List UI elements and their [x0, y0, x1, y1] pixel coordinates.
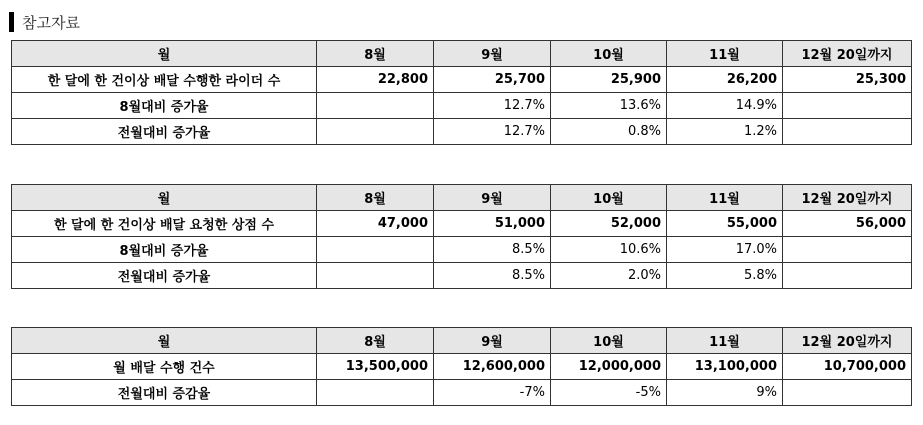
table-cell: 10,700,000 — [783, 354, 912, 380]
row-label: 한 달에 한 건이상 배달 수행한 라이더 수 — [12, 67, 317, 93]
table-row — [12, 93, 912, 119]
header-nov: 11월 — [667, 41, 783, 67]
header-month: 월 — [12, 328, 317, 354]
table-cell: 25,900 — [551, 67, 667, 93]
table-cell: 25,300 — [783, 67, 912, 93]
table-cell — [317, 237, 434, 263]
table-cell: 10.6% — [551, 237, 667, 263]
table-row — [12, 263, 912, 289]
table-cell: 47,000 — [317, 211, 434, 237]
table-cell: -5% — [551, 380, 667, 406]
table-cell: 25,700 — [434, 67, 551, 93]
table-cell: 2.0% — [551, 263, 667, 289]
table-cell — [783, 263, 912, 289]
header-aug: 8월 — [317, 328, 434, 354]
table-cell: 51,000 — [434, 211, 551, 237]
table-cell: 1.2% — [667, 119, 783, 145]
table-cell: 22,800 — [317, 67, 434, 93]
header-dec: 12월 20일까지 — [783, 41, 912, 67]
table-cell — [317, 380, 434, 406]
table-cell: 8.5% — [434, 263, 551, 289]
table-cell: 13,500,000 — [317, 354, 434, 380]
table-cell: 5.8% — [667, 263, 783, 289]
row-label: 8월대비 증가율 — [12, 93, 317, 119]
table-header-row — [12, 185, 912, 211]
header-month: 월 — [12, 185, 317, 211]
table-cell — [317, 119, 434, 145]
table-cell: 17.0% — [667, 237, 783, 263]
table-cell: 9% — [667, 380, 783, 406]
table-cell: 13,100,000 — [667, 354, 783, 380]
table-cell: -7% — [434, 380, 551, 406]
table-cell: 14.9% — [667, 93, 783, 119]
table-cell: 12.7% — [434, 119, 551, 145]
table-row — [12, 67, 912, 93]
header-sep: 9월 — [434, 328, 551, 354]
header-aug: 8월 — [317, 185, 434, 211]
row-label: 전월대비 증가율 — [12, 119, 317, 145]
section-title: 참고자료 — [22, 13, 80, 32]
table-row — [12, 354, 912, 380]
header-month: 월 — [12, 41, 317, 67]
table-cell: 56,000 — [783, 211, 912, 237]
header-aug: 8월 — [317, 41, 434, 67]
title-marker — [9, 12, 14, 32]
row-label: 월 배달 수행 건수 — [12, 354, 317, 380]
header-sep: 9월 — [434, 185, 551, 211]
table-cell: 0.8% — [551, 119, 667, 145]
header-dec: 12월 20일까지 — [783, 185, 912, 211]
stores-table — [11, 184, 912, 289]
row-label: 8월대비 증가율 — [12, 237, 317, 263]
table-cell: 12.7% — [434, 93, 551, 119]
row-label: 한 달에 한 건이상 배달 요청한 상점 수 — [12, 211, 317, 237]
table-cell: 52,000 — [551, 211, 667, 237]
table-cell: 12,600,000 — [434, 354, 551, 380]
table-header-row — [12, 41, 912, 67]
table-header-row — [12, 328, 912, 354]
deliveries-table — [11, 327, 912, 406]
riders-table — [11, 40, 912, 145]
header-nov: 11월 — [667, 328, 783, 354]
table-cell — [783, 119, 912, 145]
table-cell — [783, 93, 912, 119]
row-label: 전월대비 증감율 — [12, 380, 317, 406]
table-row — [12, 119, 912, 145]
header-nov: 11월 — [667, 185, 783, 211]
row-label: 전월대비 증가율 — [12, 263, 317, 289]
header-oct: 10월 — [551, 41, 667, 67]
table-cell — [317, 263, 434, 289]
table-cell: 12,000,000 — [551, 354, 667, 380]
header-oct: 10월 — [551, 328, 667, 354]
header-sep: 9월 — [434, 41, 551, 67]
table-cell: 55,000 — [667, 211, 783, 237]
table-cell: 13.6% — [551, 93, 667, 119]
table-cell — [783, 380, 912, 406]
header-oct: 10월 — [551, 185, 667, 211]
table-cell — [317, 93, 434, 119]
table-cell — [783, 237, 912, 263]
table-row — [12, 237, 912, 263]
table-cell: 26,200 — [667, 67, 783, 93]
section-header — [9, 9, 80, 35]
table-row — [12, 211, 912, 237]
table-cell: 8.5% — [434, 237, 551, 263]
table-row — [12, 380, 912, 406]
header-dec: 12월 20일까지 — [783, 328, 912, 354]
